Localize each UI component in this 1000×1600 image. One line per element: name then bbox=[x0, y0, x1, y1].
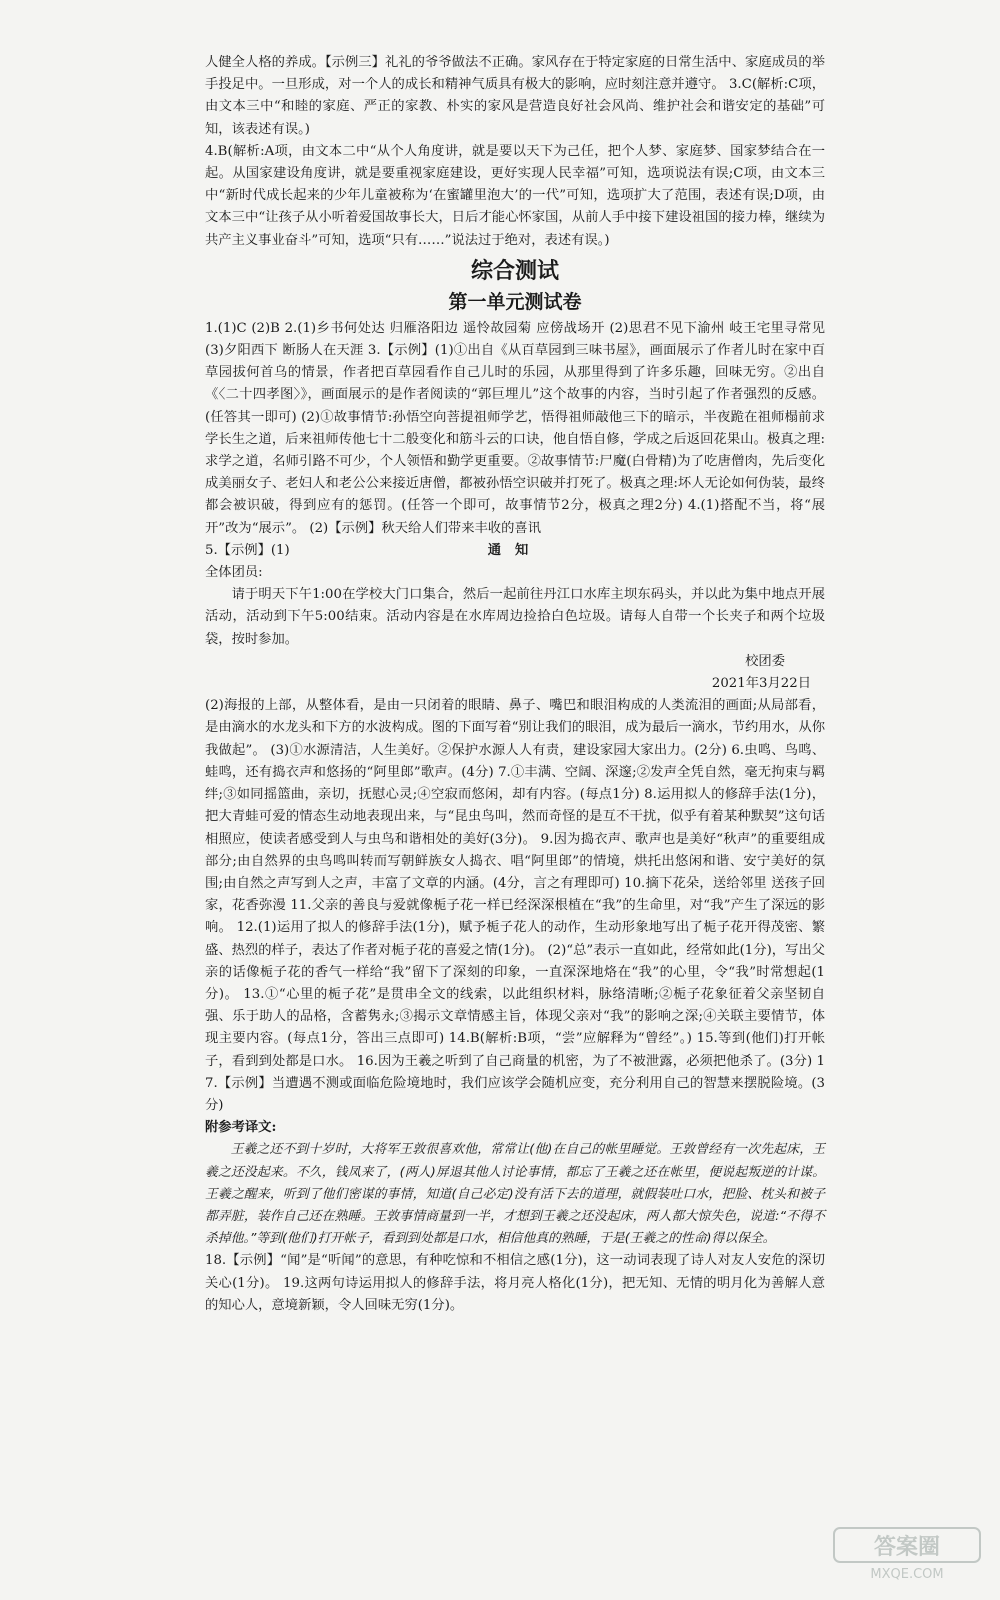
notice-date: 2021年3月22日 bbox=[711, 676, 811, 692]
watermark-url: MXQE.COM bbox=[870, 1567, 944, 1582]
answer-paragraph: 18.【示例】“闻”是“听闻”的意思，有种吃惊和不相信之感(1分)，这一动词表现了诗人对友人安危的深切关心(1分)。 19.这两句诗运用拟人的修辞手法，将月亮人格化(1分)，把无知、无情的明月化为善解人意的知心人，意境新颖，令人回味无穷(1分)。 bbox=[205, 1253, 825, 1313]
answer-paragraph: 1.(1)C (2)B 2.(1)乡书何处达 归雁洛阳边 遥怜故园菊 应傍战场开 (2)思君不见下渝州 岐王宅里寻常见 (3)夕阳西下 断肠人在天涯 3.【示例】(1)①出自《从百草园到三味书屋》，画面展示了作者儿时在家中百草园拔何首乌的情景，作者把百草园看作自己儿时的乐园，从那里得到了许多乐趣，回味无穷。②出自《〈二十四孝图〉》，画面展示的是作者阅读的“郭巨埋儿”这个故事的内容，当时引起了作者强烈的反感。(任答其一即可) (2)①故事情节:孙悟空向菩提祖师学艺，悟得祖师敲他三下的暗示，半夜跪在祖师榻前求学长生之道，后来祖师传他七十二般变化和筋斗云的口诀，他自悟自修，学成之后返回花果山。极真之理:求学之道，名师引路不可少，个人领悟和勤学更重要。②故事情节:尸魔(白骨精)为了吃唐僧肉，先后变化成美丽女子、老妇人和老公公来接近唐僧，都被孙悟空识破并打死了。极真之理:坏人无论如何伪装，最终都会被识破，得到应有的惩罚。(任答一个即可，故事情节2分，极真之理2分) 4.(1)搭配不当，将“展开”改为“展示”。 (2)【示例】秋天给人们带来丰收的喜讯 bbox=[205, 320, 825, 536]
notice-signer: 校团委 bbox=[745, 653, 785, 669]
watermark-logo-icon bbox=[832, 1524, 982, 1582]
translation-text: 王羲之还不到十岁时，大将军王敦很喜欢他，常常让(他)在自己的帐里睡觉。王敦曾经有一次先起床，王羲之还没起来。不久，钱凤来了，(两人)屏退其他人讨论事情，都忘了王羲之还在帐里，便说起叛逆的计谋。王羲之醒来，听到了他们密谋的事情，知道(自己必定)没有活下去的道理，就假装吐口水，把脸、枕头和被子都弄脏，装作自己还在熟睡。王敦事情商量到一半，才想到王羲之还没起床，两人都大惊失色，说道:“不得不杀掉他。”等到(他们)打开帐子，看到到处都是口水，相信他真的熟睡，于是(王羲之的性命)得以保全。 bbox=[205, 1142, 825, 1247]
page-content bbox=[205, 52, 825, 1317]
notice-body: 请于明天下午1:00在学校大门口集合，然后一起前往丹江口水库主坝东码头，并以此为集中地点开展活动，活动到下午5:00结束。活动内容是在水库周边捡拾白色垃圾。请每人自带一个长夹子和两个垃圾袋，按时参加。 bbox=[205, 587, 825, 647]
watermark-logo bbox=[832, 1524, 982, 1582]
answer-paragraph: 4.B(解析:A项，由文本二中“从个人角度讲，就是要以天下为己任，把个人梦、家庭梦、国家梦结合在一起。从国家建设角度讲，就是要重视家庭建设，更好实现人民幸福”可知，选项说法有误;C项，由文本三中“新时代成长起来的少年儿童被称为‘在蜜罐里泡大’的一代”可知，选项扩大了范围，表述有误;D项，由文本三中“让孩子从小听着爱国故事长大，日后才能心怀家国，从前人手中接下建设祖国的接力棒，继续为共产主义事业奋斗”可知，选项“只有……”说法过于绝对，表述有误。) bbox=[205, 143, 825, 248]
svg-text:答案圈: 答案圈 bbox=[873, 1535, 941, 1560]
notice-header bbox=[205, 540, 825, 562]
question-label: 5.【示例】(1) bbox=[205, 542, 290, 558]
answer-paragraph: 人健全人格的养成。【示例三】礼礼的爷爷做法不正确。家风存在于特定家庭的日常生活中、家庭成员的举手投足中。一旦形成，对一个人的成长和精神气质具有极大的影响，应时刻注意并遵守。 3.C(解析:C项，由文本三中“和睦的家庭、严正的家教、朴实的家风是营造良好社会风尚、维护社会和谐安定的基础”可知，该表述有误。) bbox=[205, 55, 825, 137]
translation-block bbox=[205, 1139, 825, 1250]
notice-greeting: 全体团员: bbox=[205, 565, 263, 581]
section-title: 综合测试 bbox=[470, 258, 559, 284]
notice-title: 通知 bbox=[487, 542, 543, 558]
answer-paragraph: (2)海报的上部，从整体看，是由一只闭着的眼睛、鼻子、嘴巴和眼泪构成的人类流泪的画面;从局部看，是由滴水的水龙头和下方的水波构成。图的下面写着“别让我们的眼泪，成为最后一滴水，节约用水，从你我做起”。 (3)①水源清洁，人生美好。②保护水源人人有责，建设家园大家出力。(2分) 6.虫鸣、鸟鸣、蛙鸣，还有捣衣声和悠扬的“阿里郎”歌声。(4分) 7.①丰满、空阔、深邃;②发声全凭自然，毫无拘束与羁绊;③如同摇篮曲，亲切，抚慰心灵;④空寂而悠闲，却有内容。(每点1分) 8.运用拟人的修辞手法(1分)，把大青蛙可爱的情态生动地表现出来，与“昆虫鸟叫，然而奇怪的是互不干扰，似乎有着某种默契”这句话相照应，使读者感受到人与虫鸟和谐相处的美好(3分)。 9.因为捣衣声、歌声也是美好“秋声”的重要组成部分;由自然界的虫鸟鸣叫转而写朝鲜族女人捣衣、唱“阿里郎”的情境，烘托出悠闲和谐、安宁美好的氛围;由自然之声写到人之声，丰富了文章的内涵。(4分，言之有理即可) 10.摘下花朵，送给邻里 送孩子回家，花香弥漫 11.父亲的善良与爱就像栀子花一样已经深深根植在“我”的生命里，对“我”产生了深远的影响。 12.(1)运用了拟人的修辞手法(1分)，赋予栀子花人的动作，生动形象地写出了栀子花开得茂密、繁盛、热烈的样子，表达了作者对栀子花的喜爱之情(1分)。 (2)“总”表示一直如此，经常如此(1分)，写出父亲的话像栀子花的香气一样给“我”留下了深刻的印象，一直深深地烙在“我”的心里，令“我”时常想起(1分)。 13.①“心里的栀子花”是贯串全文的线索，以此组织材料，脉络清晰;②栀子花象征着父亲坚韧自强、乐于助人的品格，含蓄隽永;③揭示文章情感主旨，体现父亲对“我”的影响之深;④关联主要情节，体现主要内容。(每点1分，答出三点即可) 14.B(解析:B项，“尝”应解释为“曾经”。) 15.等到(他们)打开帐子，看到到处都是口水。 16.因为王羲之听到了自己商量的机密，为了不被泄露，必须把他杀了。(3分) 17.【示例】当遭遇不测或面临危险境地时，我们应该学会随机应变，充分利用自己的智慧来摆脱险境。(3分) bbox=[205, 698, 825, 1113]
section-subtitle: 第一单元测试卷 bbox=[448, 290, 582, 313]
translation-label: 附参考译文: bbox=[205, 1120, 277, 1136]
